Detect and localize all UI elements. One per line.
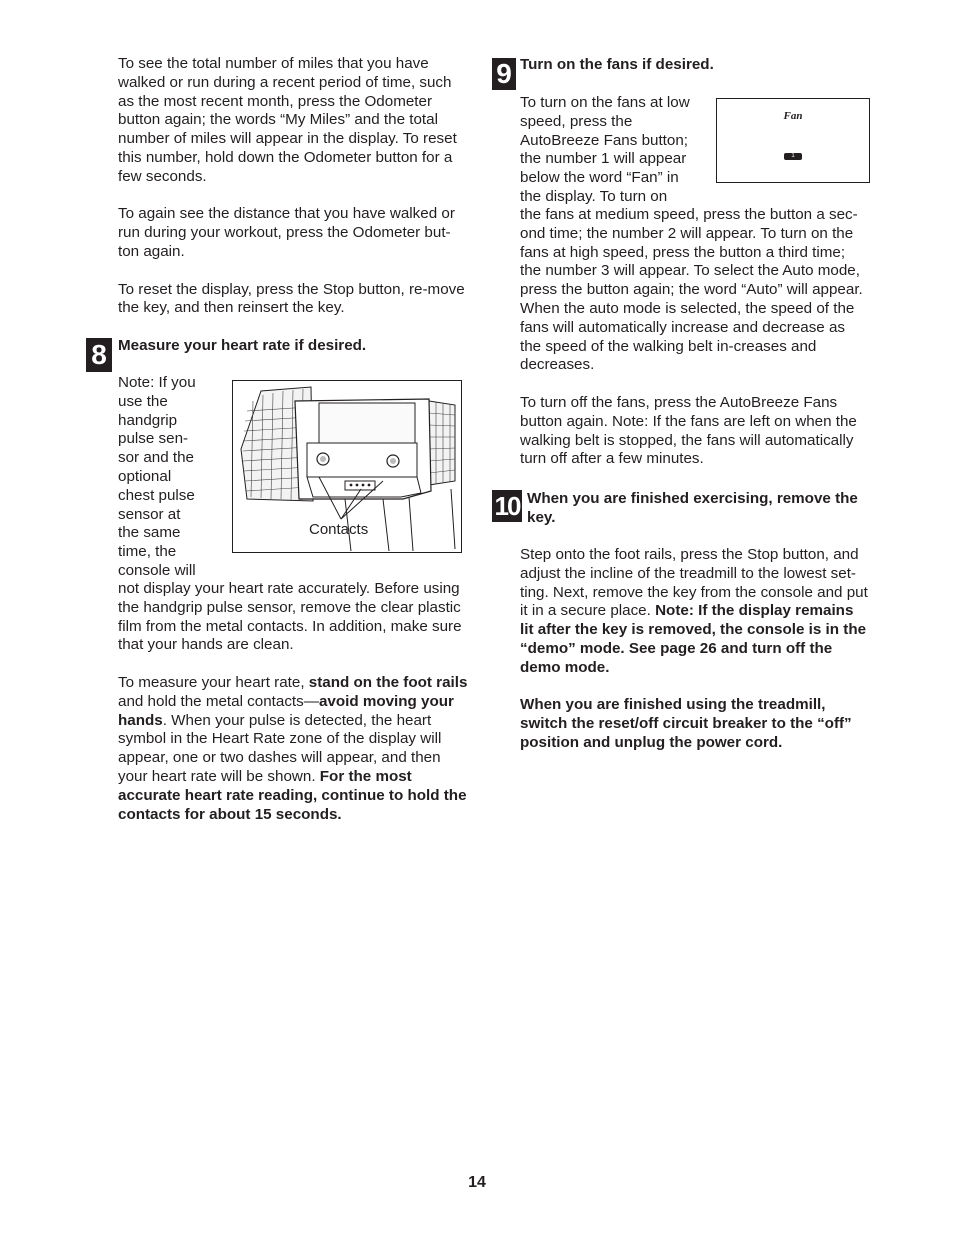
step-8-note-wrapped [118,374,218,581]
note-line: optional [118,467,172,485]
text-run: Step onto the foot rails, press the Stop button, and adjust the incline of the treadmill to the lowest set-ting. Next, remove the key from the console and put it in a secure place. [520,546,868,620]
text-run: . When your pulse is detected, the heart symbol in the Heart Rate zone of the display will appear, one or two dashes will appear, and then your heart rate will be shown. [118,711,442,785]
step-8-number: 8 [86,338,112,372]
wrapped-line: AutoBreeze Fans button; [520,131,689,149]
step-10-paragraph-2: When you are finished using the treadmill, switch the reset/off circuit breaker to the “off” position and unplug the power cord. [520,696,852,751]
note-line: sor and the [118,449,194,467]
fan-off-paragraph: To turn off the fans, press the AutoBreeze Fans button again. Note: If the fans are left on when the walking belt is stopped, the fans will automatically turn off after a few minutes. [520,393,857,468]
wrapped-line: speed, press the [520,112,633,130]
page-number: 14 [468,1174,486,1191]
note-line: pulse sen- [118,430,189,448]
step-10-paragraph-1 [520,546,870,678]
heart-rate-paragraph [118,674,468,824]
note-line: handgrip [118,411,178,429]
note-line: use the [118,392,168,410]
note-line: the same [118,524,181,542]
step-9-number: 9 [492,58,516,90]
intro-paragraph-2: To again see the distance that you have walked or run during your workout, press the Odometer but-ton again. [118,205,455,260]
note-continued: not display your heart rate accurately. Before using the handgrip pulse sensor, remove the clear plastic film from the metal contacts. In addition, make sure that your hands are clean. [118,580,462,654]
bold-run: For the most accurate heart rate reading, continue to hold the contacts for about 15 seconds. [118,767,467,823]
fan-display-figure [716,98,870,183]
bold-run: avoid moving your hands [118,692,454,729]
intro-paragraph-3: To reset the display, press the Stop button, re-move the key, and then reinsert the key. [118,280,465,317]
text-run: and hold the metal contacts— [118,692,319,710]
step-10-body [520,546,870,753]
note-line: console will [118,561,196,579]
step-10-number: 10 [492,490,522,522]
step-8-body [118,580,468,824]
note-line: Note: If you [118,374,196,391]
intro-paragraph-1: To see the total number of miles that you have walked or run during a recent period of time, such as the most recent month, press the Odometer button again; the words “My Miles” and the total number of miles will appear in the display. To reset this number, hold down the Odometer button for a few seconds. [118,55,457,185]
step-9-heading: Turn on the fans if desired. [520,56,714,73]
note-line: chest pulse [118,486,195,504]
fan-speed-indicator: 1 [784,153,802,160]
note-line: time, the [118,543,177,561]
step-9-wrapped [520,94,710,207]
left-intro [118,55,468,318]
bold-run: Note: If the display remains lit after the key is removed, the console is in the “demo” mode. See page 26 and turn off the demo mode. [520,602,867,676]
wrapped-line: the display. To turn on [520,187,668,205]
fan-paragraph-continued: the fans at medium speed, press the button a sec-ond time; the number 2 will appear. To turn on the fans at high speed, press the button a third time; the number 3 will appear. To select the Auto mode, press the button again; the word “Auto” will appear. When the auto mode is selected, the speed of the fans will automatically increase and decrease as the speed of the walking belt in-creases and decreases. [520,206,863,374]
contacts-label: Contacts [309,521,369,538]
wrapped-line: the number 1 will appear [520,150,687,168]
note-line: sensor at [118,505,181,523]
step-9-body [520,206,870,469]
step-8-heading: Measure your heart rate if desired. [118,337,367,354]
console-contacts-figure [232,380,462,553]
wrapped-line: below the word “Fan” in [520,169,679,187]
bold-run: stand on the foot rails [308,673,468,691]
step-10-heading: When you are finished exercising, remove the key. [527,490,858,526]
wrapped-line: To turn on the fans at low [520,94,690,111]
fan-display-label: Fan [783,110,803,122]
text-run: To measure your heart rate, [118,673,309,691]
